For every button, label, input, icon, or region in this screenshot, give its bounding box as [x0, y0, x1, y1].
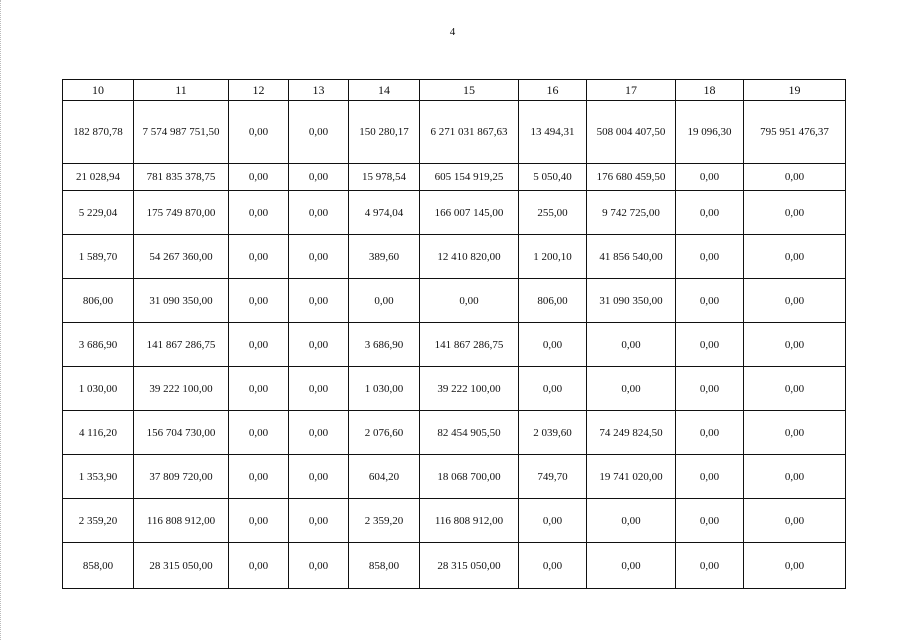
table-cell: 255,00: [519, 191, 587, 235]
table-cell: 37 809 720,00: [134, 455, 229, 499]
table-row: [63, 191, 846, 235]
table-cell: 31 090 350,00: [587, 279, 676, 323]
page-edge: [0, 0, 3, 640]
table-cell: 0,00: [289, 101, 349, 164]
table-cell: 1 353,90: [63, 455, 134, 499]
table-cell: 28 315 050,00: [420, 543, 519, 589]
table-cell: 0,00: [676, 279, 744, 323]
table-row: [63, 455, 846, 499]
table-cell: 0,00: [229, 411, 289, 455]
table-cell: 0,00: [744, 191, 846, 235]
table-cell: 0,00: [676, 191, 744, 235]
table-cell: 858,00: [63, 543, 134, 589]
table-cell: 0,00: [744, 235, 846, 279]
table-cell: 175 749 870,00: [134, 191, 229, 235]
table-cell: 0,00: [229, 279, 289, 323]
table-cell: 7 574 987 751,50: [134, 101, 229, 164]
table-row: [63, 235, 846, 279]
table-cell: 0,00: [519, 323, 587, 367]
table-cell: 0,00: [744, 455, 846, 499]
page-number: 4: [449, 26, 456, 38]
table-cell: 5 229,04: [63, 191, 134, 235]
table-cell: 39 222 100,00: [134, 367, 229, 411]
table-cell: 0,00: [289, 367, 349, 411]
table-cell: 0,00: [519, 367, 587, 411]
table-cell: 0,00: [289, 543, 349, 589]
table-cell: 54 267 360,00: [134, 235, 229, 279]
table-cell: 3 686,90: [63, 323, 134, 367]
table-row: [63, 411, 846, 455]
table-cell: 2 359,20: [63, 499, 134, 543]
table-cell: 0,00: [744, 411, 846, 455]
table-cell: 21 028,94: [63, 164, 134, 191]
table-cell: 0,00: [587, 543, 676, 589]
column-header: 18: [676, 80, 744, 101]
table-cell: 0,00: [289, 279, 349, 323]
table-cell: 604,20: [349, 455, 420, 499]
table-cell: 1 200,10: [519, 235, 587, 279]
table-cell: 0,00: [229, 543, 289, 589]
column-header: 12: [229, 80, 289, 101]
table-cell: 806,00: [63, 279, 134, 323]
table-cell: 0,00: [744, 499, 846, 543]
table-cell: 0,00: [229, 101, 289, 164]
table-cell: 9 742 725,00: [587, 191, 676, 235]
table-cell: 0,00: [289, 455, 349, 499]
table-cell: 1 030,00: [63, 367, 134, 411]
table-cell: 41 856 540,00: [587, 235, 676, 279]
table-cell: 18 068 700,00: [420, 455, 519, 499]
table-row: [63, 367, 846, 411]
data-table: [62, 79, 846, 589]
table-cell: 0,00: [744, 279, 846, 323]
table-cell: 806,00: [519, 279, 587, 323]
table-cell: 5 050,40: [519, 164, 587, 191]
table-cell: 141 867 286,75: [134, 323, 229, 367]
table-cell: 2 039,60: [519, 411, 587, 455]
table-cell: 0,00: [519, 499, 587, 543]
table-cell: 0,00: [349, 279, 420, 323]
table-cell: 0,00: [229, 499, 289, 543]
table-cell: 39 222 100,00: [420, 367, 519, 411]
table-cell: 0,00: [744, 164, 846, 191]
table-row: [63, 164, 846, 191]
table-cell: 0,00: [587, 499, 676, 543]
table-row: [63, 101, 846, 164]
table-cell: 141 867 286,75: [420, 323, 519, 367]
table-cell: 389,60: [349, 235, 420, 279]
table-cell: 0,00: [676, 499, 744, 543]
table-cell: 0,00: [676, 411, 744, 455]
table-cell: 0,00: [676, 235, 744, 279]
table-cell: 116 808 912,00: [134, 499, 229, 543]
table-cell: 0,00: [676, 543, 744, 589]
table-row: [63, 323, 846, 367]
table-cell: 0,00: [676, 455, 744, 499]
table-cell: 150 280,17: [349, 101, 420, 164]
table-cell: 0,00: [289, 164, 349, 191]
table-cell: 605 154 919,25: [420, 164, 519, 191]
table-cell: 0,00: [229, 164, 289, 191]
table-cell: 1 030,00: [349, 367, 420, 411]
table-cell: 0,00: [519, 543, 587, 589]
table-cell: 3 686,90: [349, 323, 420, 367]
column-header: 16: [519, 80, 587, 101]
table-cell: 74 249 824,50: [587, 411, 676, 455]
table-cell: 0,00: [289, 235, 349, 279]
table-cell: 0,00: [676, 367, 744, 411]
table-row: [63, 279, 846, 323]
table-cell: 795 951 476,37: [744, 101, 846, 164]
table-row: [63, 499, 846, 543]
table-cell: 6 271 031 867,63: [420, 101, 519, 164]
column-header: 14: [349, 80, 420, 101]
table-cell: 0,00: [587, 323, 676, 367]
table-cell: 0,00: [289, 191, 349, 235]
table-cell: 0,00: [744, 367, 846, 411]
table-cell: 0,00: [229, 191, 289, 235]
table-cell: 508 004 407,50: [587, 101, 676, 164]
table-cell: 0,00: [229, 323, 289, 367]
table-body: [63, 101, 846, 589]
table-cell: 116 808 912,00: [420, 499, 519, 543]
table-cell: 0,00: [676, 323, 744, 367]
table-cell: 19 096,30: [676, 101, 744, 164]
table-cell: 4 974,04: [349, 191, 420, 235]
table-cell: 19 741 020,00: [587, 455, 676, 499]
table-cell: 31 090 350,00: [134, 279, 229, 323]
column-header: 15: [420, 80, 519, 101]
table-cell: 0,00: [229, 455, 289, 499]
table-cell: 28 315 050,00: [134, 543, 229, 589]
table-cell: 0,00: [587, 367, 676, 411]
table-cell: 2 359,20: [349, 499, 420, 543]
table-cell: 0,00: [229, 367, 289, 411]
table-cell: 15 978,54: [349, 164, 420, 191]
table-cell: 2 076,60: [349, 411, 420, 455]
column-header: 11: [134, 80, 229, 101]
table-cell: 13 494,31: [519, 101, 587, 164]
table-cell: 749,70: [519, 455, 587, 499]
table-cell: 781 835 378,75: [134, 164, 229, 191]
column-header: 19: [744, 80, 846, 101]
table-cell: 12 410 820,00: [420, 235, 519, 279]
column-header: 10: [63, 80, 134, 101]
table-cell: 858,00: [349, 543, 420, 589]
column-header: 17: [587, 80, 676, 101]
table-cell: 0,00: [420, 279, 519, 323]
table-cell: 4 116,20: [63, 411, 134, 455]
table-cell: 1 589,70: [63, 235, 134, 279]
table-cell: 0,00: [676, 164, 744, 191]
table-cell: 0,00: [289, 499, 349, 543]
table-cell: 176 680 459,50: [587, 164, 676, 191]
header-row: [63, 80, 846, 101]
table-cell: 0,00: [289, 323, 349, 367]
table-cell: 82 454 905,50: [420, 411, 519, 455]
table-cell: 0,00: [229, 235, 289, 279]
table-cell: 166 007 145,00: [420, 191, 519, 235]
table-cell: 0,00: [289, 411, 349, 455]
table-cell: 182 870,78: [63, 101, 134, 164]
table-cell: 156 704 730,00: [134, 411, 229, 455]
table-cell: 0,00: [744, 543, 846, 589]
table-row: [63, 543, 846, 589]
table-cell: 0,00: [744, 323, 846, 367]
column-header: 13: [289, 80, 349, 101]
